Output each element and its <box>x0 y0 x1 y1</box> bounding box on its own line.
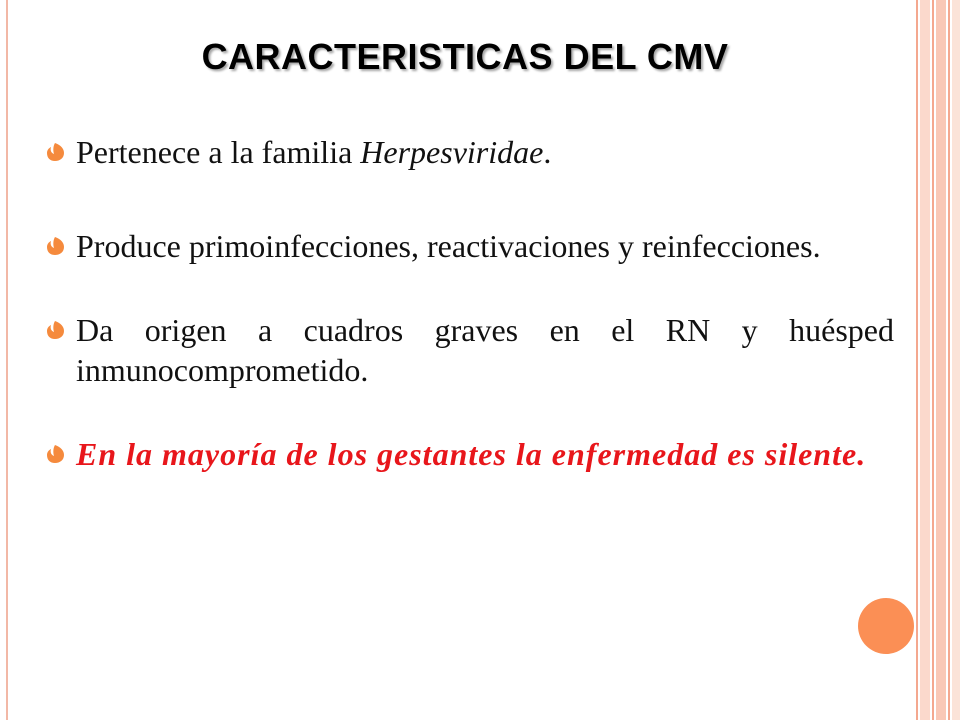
slide-title: CARACTERISTICAS DEL CMV <box>201 36 729 77</box>
bullet-text: Produce primoinfecciones, reactivaciones y reinfecciones. <box>76 228 821 264</box>
bullet-item-4 <box>44 434 894 474</box>
bullet-item-3 <box>44 310 894 390</box>
bullet-item-1 <box>44 132 894 172</box>
right-decorative-stripes <box>916 0 960 720</box>
family-name: Herpesviridae <box>360 134 544 170</box>
bullet-item-2 <box>44 226 894 266</box>
flame-bullet-icon <box>44 141 66 163</box>
emphasis-text: En la mayoría de los gestantes la enfermedad es silente. <box>76 436 867 472</box>
left-border <box>6 0 8 720</box>
flame-bullet-icon <box>44 443 66 465</box>
bullet-text: Da origen a cuadros graves en el RN y huésped inmunocomprometido. <box>76 312 894 388</box>
flame-bullet-icon <box>44 319 66 341</box>
bullet-list <box>44 132 894 474</box>
bullet-text: Pertenece a la familia <box>76 134 361 170</box>
orange-circle <box>858 598 914 654</box>
flame-bullet-icon <box>44 235 66 257</box>
bullet-suffix: . <box>543 134 552 170</box>
